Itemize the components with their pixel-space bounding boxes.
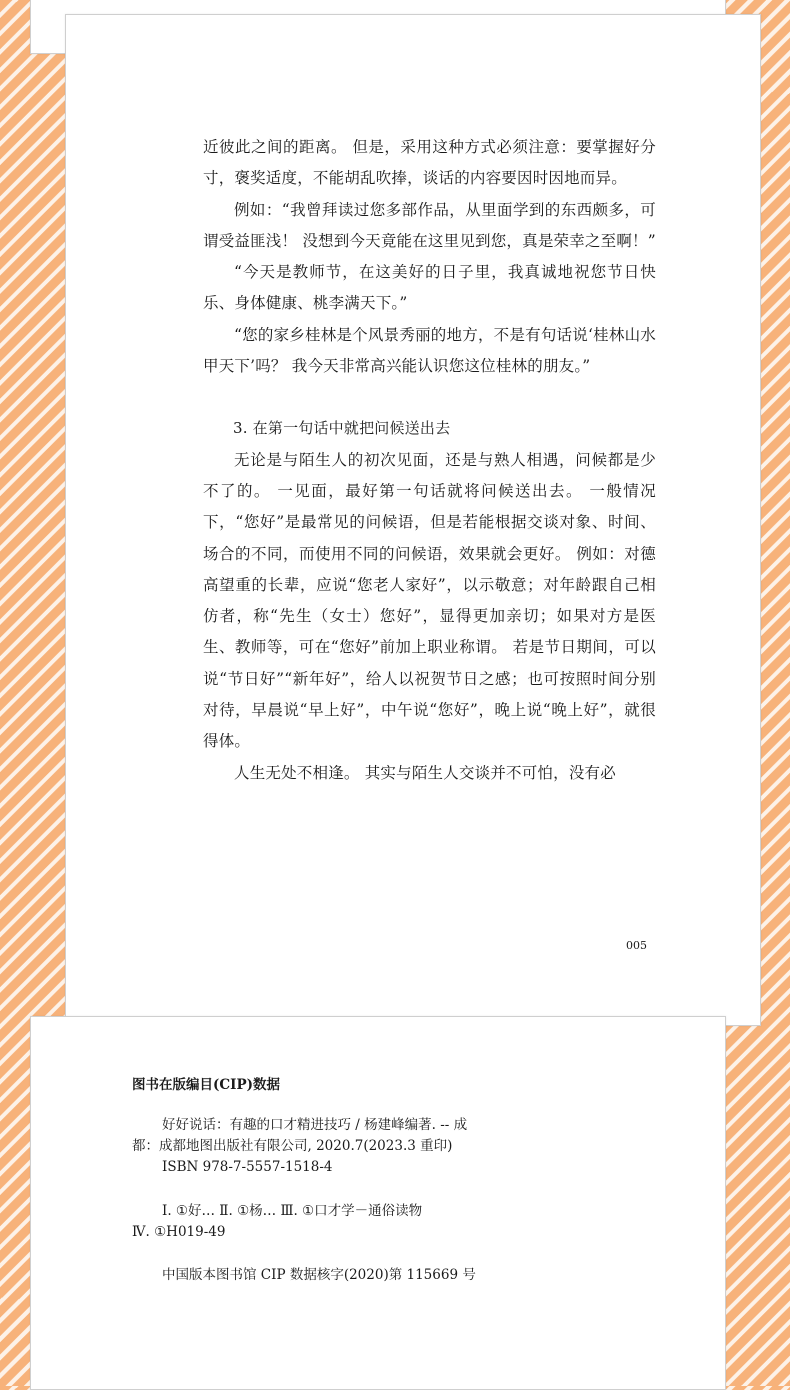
classification-line: Ⅰ. ①好… Ⅱ. ①杨… Ⅲ. ①口才学－通俗读物 [162,1203,423,1219]
cip-classification [132,1201,422,1243]
section-heading: 3. 在第一句话中就把问候送出去 [233,419,451,438]
paragraph: “今天是教师节，在这美好的日子里，我真诚地祝您节日快乐、身体健康、桃李满天下。” [203,263,656,313]
page-number: 005 [626,939,647,952]
cip-title: 图书在版编目(CIP)数据 [132,1077,280,1093]
paragraph: 无论是与陌生人的初次见面，还是与熟人相遇，问候都是少不了的。 一见面，最好第一句话就将问候送出去。 一般情况下，“您好”是最常见的问候语，但是若能根据交谈对象、时间、场合的不同，而使用不同的问候语，效果就会更好。 例如：对德高望重的长辈，应说“您老人家好”，以示敬意；对年龄跟自己相仿者，称“先生（女士）您好”，显得更加亲切；如果对方是医生、教师等，可在“您好”前加上职业称谓。 若是节日期间，可以说“节日好”“新年好”，给人以祝贺节日之感；也可按照时间分别对待，早晨说“早上好”，中午说“您好”，晚上说“晚上好”，就很得体。 [203,450,656,751]
classification-line: Ⅳ. ①H019-49 [132,1224,226,1240]
cip-approval-number: 中国版本图书馆 CIP 数据核字(2020)第 115669 号 [162,1267,476,1283]
cip-entry [132,1115,467,1178]
paragraph: 例如：“我曾拜读过您多部作品，从里面学到的东西颇多，可谓受益匪浅！ 没想到今天竟能在这里见到您，真是荣幸之至啊！” [203,200,656,250]
paragraph: 近彼此之间的距离。 但是，采用这种方式必须注意：要掌握好分寸，褒奖适度，不能胡乱吹捧，谈话的内容要因时因地而异。 [203,138,656,188]
body-text [203,132,656,789]
paragraph: 人生无处不相逢。 其实与陌生人交谈并不可怕，没有必 [234,763,616,782]
book-text-page [65,14,761,1026]
cip-copyright-page [30,1016,726,1390]
cip-entry-line: 都：成都地图出版社有限公司, 2020.7(2023.3 重印) [132,1138,453,1154]
isbn: ISBN 978-7-5557-1518-4 [162,1159,333,1175]
paragraph: “您的家乡桂林是个风景秀丽的地方，不是有句话说‘桂林山水甲天下’吗？ 我今天非常高兴能认识您这位桂林的朋友。” [203,325,656,376]
cip-entry-line: 好好说话：有趣的口才精进技巧 / 杨建峰编著. -- 成 [162,1117,468,1133]
